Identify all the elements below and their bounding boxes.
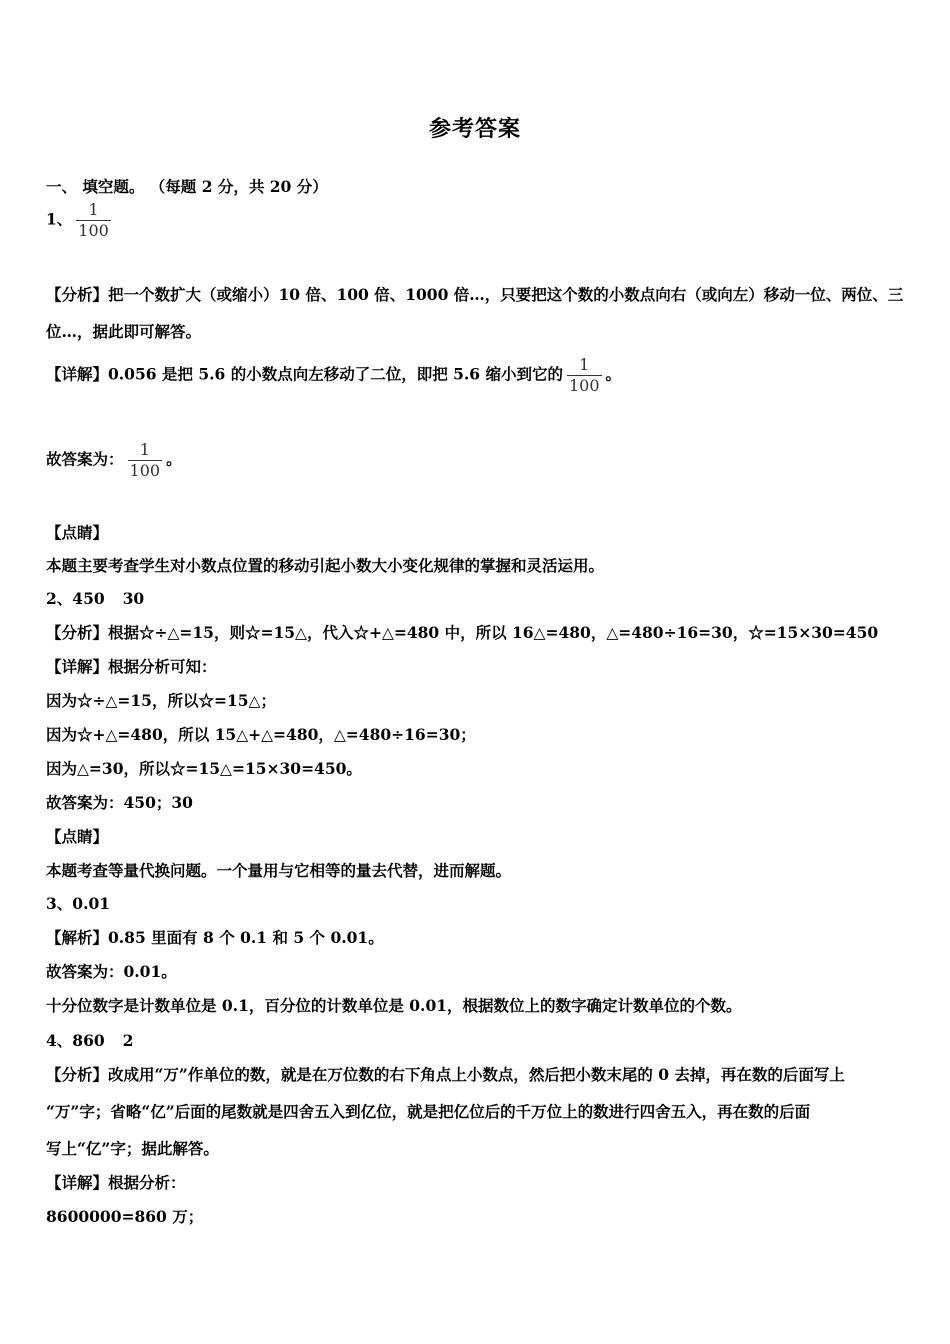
q4-detail-label: 【详解】根据分析： <box>46 1173 186 1192</box>
q4-analysis-line2: “万”字；省略“亿”后面的尾数就是四舍五入到亿位，就是把亿位后的千万位上的数进行四舍五入，再在数的后面 <box>46 1102 811 1121</box>
fraction-numerator: 1 <box>579 355 590 374</box>
q1-detail-fraction <box>567 355 602 396</box>
q1-number: 1、 <box>46 209 73 229</box>
q3-note: 十分位数字是计数单位是 0.1，百分位的计数单位是 0.01，根据数位上的数字确定计数单位的个数。 <box>46 996 742 1015</box>
q1-comment-label: 【点睛】 <box>46 523 109 542</box>
q4-analysis-line3: 写上“亿”字；据此解答。 <box>46 1139 219 1158</box>
q4-analysis-line1: 【分析】改成用“万”作单位的数，就是在万位数的右下角点上小数点，然后把小数末尾的 0 去掉，再在数的后面写上 <box>46 1065 845 1084</box>
fraction-denominator: 100 <box>129 461 161 480</box>
q4-second-answer: 2 <box>122 1031 134 1050</box>
q4-step1: 8600000=860 万； <box>46 1207 204 1226</box>
q2-second-answer: 30 <box>122 589 145 608</box>
q1-fraction <box>76 200 111 241</box>
q2-detail-label: 【详解】根据分析可知： <box>46 657 217 676</box>
q1-analysis-line1: 【分析】把一个数扩大（或缩小）10 倍、100 倍、1000 倍…，只要把这个数的小数点向右（或向左）移动一位、两位、三 <box>46 285 904 304</box>
fraction-numerator: 1 <box>88 200 99 219</box>
section-header: 一、 填空题。 （每题 2 分，共 20 分） <box>46 177 328 196</box>
q1-detail-text: 【详解】0.056 是把 5.6 的小数点向左移动了二位，即把 5.6 缩小到它的 <box>46 364 563 384</box>
q1-detail <box>46 355 621 396</box>
q2-comment-label: 【点睛】 <box>46 827 109 846</box>
q2-number: 2、450 <box>46 589 105 608</box>
q1-analysis-line2: 位…，据此即可解答。 <box>46 322 202 341</box>
q2-final-answer: 故答案为：450；30 <box>46 793 193 812</box>
q3-final-answer: 故答案为：0.01。 <box>46 962 177 981</box>
q4-number: 4、860 <box>46 1031 105 1050</box>
fraction-denominator: 100 <box>78 221 109 240</box>
q3-answer: 3、0.01 <box>46 894 111 913</box>
q1-answer <box>46 200 115 241</box>
q2-answer <box>46 589 144 609</box>
q4-answer <box>46 1031 133 1051</box>
q1-detail-end: 。 <box>605 364 622 384</box>
q1-comment: 本题主要考查学生对小数点位置的移动引起小数大小变化规律的掌握和灵活运用。 <box>46 556 605 575</box>
q1-final-answer <box>46 440 182 481</box>
q2-comment: 本题考查等量代换问题。一个量用与它相等的量去代替，进而解题。 <box>46 861 512 880</box>
q2-step1: 因为☆÷△=15，所以☆=15△； <box>46 691 276 710</box>
q3-analysis: 【解析】0.85 里面有 8 个 0.1 和 5 个 0.01。 <box>46 928 384 947</box>
q2-analysis: 【分析】根据☆÷△=15，则☆=15△，代入☆+△=480 中，所以 16△=480，△=480÷16=30，☆=15×30=450 <box>46 623 879 642</box>
fraction-denominator: 100 <box>568 376 600 395</box>
q2-step2: 因为☆+△=480，所以 15△+△=480，△=480÷16=30； <box>46 725 476 744</box>
q2-step3: 因为△=30，所以☆=15△=15×30=450。 <box>46 759 362 778</box>
fraction-numerator: 1 <box>139 440 150 459</box>
page-title: 参考答案 <box>428 116 521 142</box>
q1-answer-end: 。 <box>166 449 182 469</box>
q1-answer-text: 故答案为： <box>46 449 124 469</box>
q1-answer-fraction <box>128 440 163 481</box>
